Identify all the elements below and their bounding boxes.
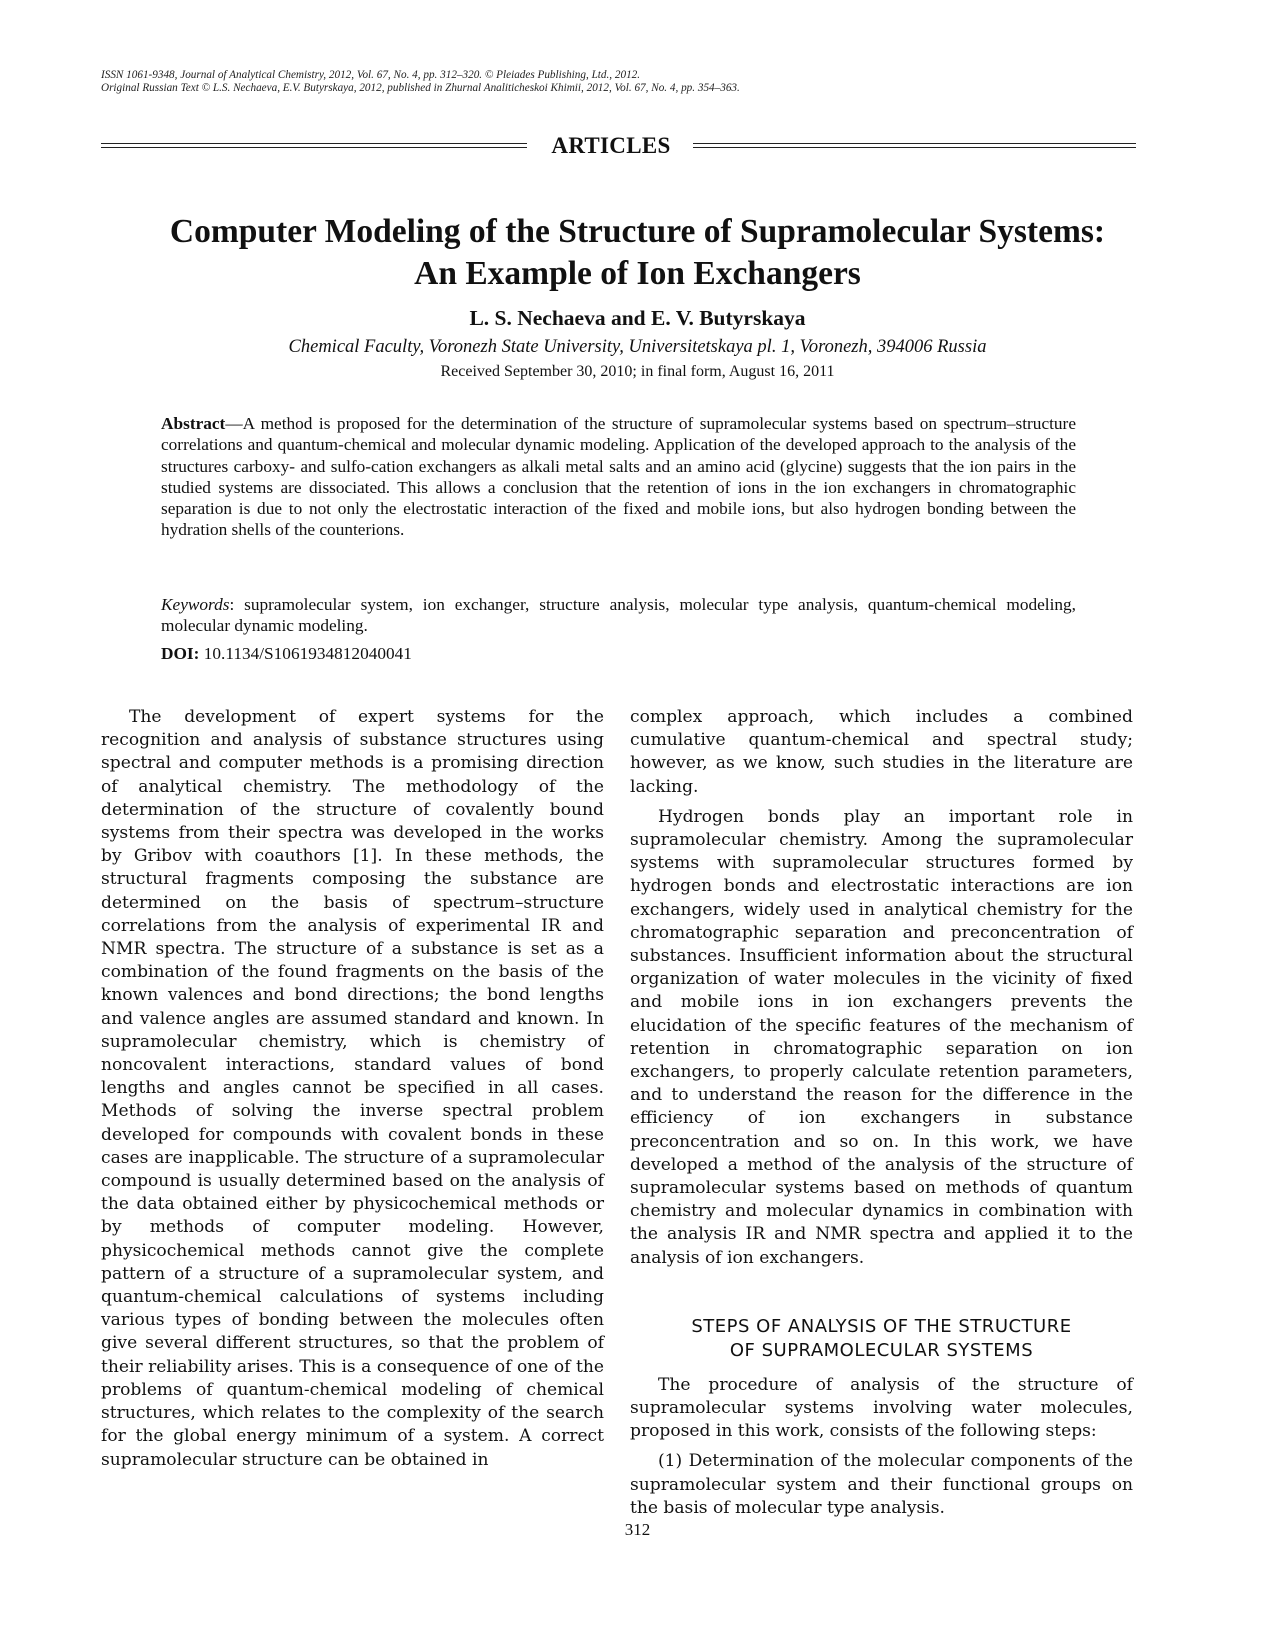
paper-title bbox=[0, 211, 1275, 295]
keywords bbox=[161, 594, 1076, 637]
body-paragraph: The development of expert systems for the recognition and analysis of substance structures using spectral and computer methods is a promising direction of analytical chemistry. The methodology of the determination of the structure of covalently bound systems from their spectra was developed in the works by Gribov with coauthors [1]. In these methods, the structural fragments composing the substance are determined on the basis of spectrum–structure correlations from the analysis of experimental IR and NMR spectra. The structure of a substance is set as a combination of the found fragments on the basis of the known valences and bond directions; the bond lengths and valence angles are assumed standard and known. In supramolecular chemistry, which is chemistry of noncovalent interactions, standard values of bond lengths and angles cannot be specified in all cases. Methods of solving the inverse spectral problem developed for compounds with covalent bonds in these cases are inapplicable. The structure of a supramolecular compound is usually determined based on the analysis of the data obtained either by physicochemical methods or by methods of computer modeling. However, physicochemical methods cannot give the complete pattern of a structure of a supramolecular system, and quantum-chemical calculations of systems including various types of bonding between the molecules often give several different structures, so that the problem of their reliability arises. This is a consequence of one of the problems of quantum-chemical modeling of chemical structures, which relates to the complexity of the search for the global energy minimum of a system. A correct supramolecular structure can be obtained in bbox=[101, 707, 604, 1470]
received-dates: Received September 30, 2010; in final form, August 16, 2011 bbox=[440, 363, 835, 380]
body-paragraph: The procedure of analysis of the structure of supramolecular systems involving water molecules, proposed in this work, consists of the following steps: bbox=[630, 1374, 1133, 1442]
original-text-line: Original Russian Text © L.S. Nechaeva, E.V. Butyrskaya, 2012, published in Zhurnal Analiticheskoi Khimii, 2012, Vol. 67, No. 4, pp. 354–363. bbox=[101, 82, 740, 94]
section-label: ARTICLES bbox=[551, 133, 671, 158]
section-band bbox=[101, 131, 1136, 161]
section-heading-line-2: OF SUPRAMOLECULAR SYSTEMS bbox=[729, 1339, 1034, 1361]
body-column-left bbox=[101, 706, 604, 1472]
journal-citation-line: ISSN 1061-9348, Journal of Analytical Chemistry, 2012, Vol. 67, No. 4, pp. 312–320. © Pleiades Publishing, Ltd., 2012. bbox=[101, 69, 641, 81]
body-paragraph: (1) Determination of the molecular components of the supramolecular system and their functional groups on the basis of molecular type analysis. bbox=[630, 1451, 1133, 1518]
doi bbox=[161, 643, 412, 664]
section-heading bbox=[630, 1315, 1133, 1363]
double-rule-left bbox=[101, 143, 527, 148]
abstract bbox=[161, 413, 1076, 541]
body-paragraph: complex approach, which includes a combined cumulative quantum-chemical and spectral study; however, as we know, such studies in the literature are lacking. bbox=[630, 707, 1133, 797]
journal-header bbox=[101, 69, 1101, 95]
authors: L. S. Nechaeva and E. V. Butyrskaya bbox=[469, 306, 806, 330]
title-line-1: Computer Modeling of the Structure of Supramolecular Systems: bbox=[169, 213, 1106, 250]
doi-label: DOI: bbox=[161, 644, 200, 663]
doi-value: 10.1134/S1061934812040041 bbox=[199, 644, 412, 663]
body-column-right bbox=[630, 706, 1133, 1520]
abstract-text: —A method is proposed for the determination of the structure of supramolecular systems based on spectrum–structure correlations and quantum-chemical and molecular dynamic modeling. Application of the developed approach to the analysis of the structures carboxy- and sulfo-cation exchangers as alkali metal salts and an amino acid (glycine) suggests that the ion pairs in the studied systems are dissociated. This allows a conclusion that the retention of ions in the ion exchangers in chromatographic separation is due to not only the electrostatic interaction of the fixed and mobile ions, but also hydrogen bonding between the hydration shells of the counterions. bbox=[161, 414, 1076, 540]
title-line-2: An Example of Ion Exchangers bbox=[414, 255, 861, 292]
page-number: 312 bbox=[624, 1520, 651, 1539]
keywords-label: Keywords bbox=[161, 595, 230, 614]
double-rule-right bbox=[693, 143, 1136, 148]
abstract-label: Abstract bbox=[161, 414, 226, 433]
body-paragraph: Hydrogen bonds play an important role in supramolecular chemistry. Among the supramolecular systems with supramolecular structures formed by hydrogen bonds and electrostatic interactions are ion exchangers, widely used in analytical chemistry for the chromatographic separation and preconcentration of substances. Insufficient information about the structural organization of water molecules in the vicinity of fixed and mobile ions in ion exchangers prevents the elucidation of the specific features of the mechanism of retention in chromatographic separation on ion exchangers, to properly calculate retention parameters, and to understand the reason for the difference in the efficiency of ion exchangers in substance preconcentration and so on. In this work, we have developed a method of the analysis of the structure of supramolecular systems based on methods of quantum chemistry and molecular dynamics in combination with the analysis IR and NMR spectra and applied it to the analysis of ion exchangers. bbox=[630, 806, 1133, 1268]
affiliation: Chemical Faculty, Voronezh State University, Universitetskaya pl. 1, Voronezh, 394006 Russia bbox=[288, 337, 987, 357]
keywords-text: : supramolecular system, ion exchanger, structure analysis, molecular type analysis, quantum-chemical modeling, molecular dynamic modeling. bbox=[161, 595, 1076, 636]
section-heading-line-1: STEPS OF ANALYSIS OF THE STRUCTURE bbox=[691, 1315, 1072, 1337]
